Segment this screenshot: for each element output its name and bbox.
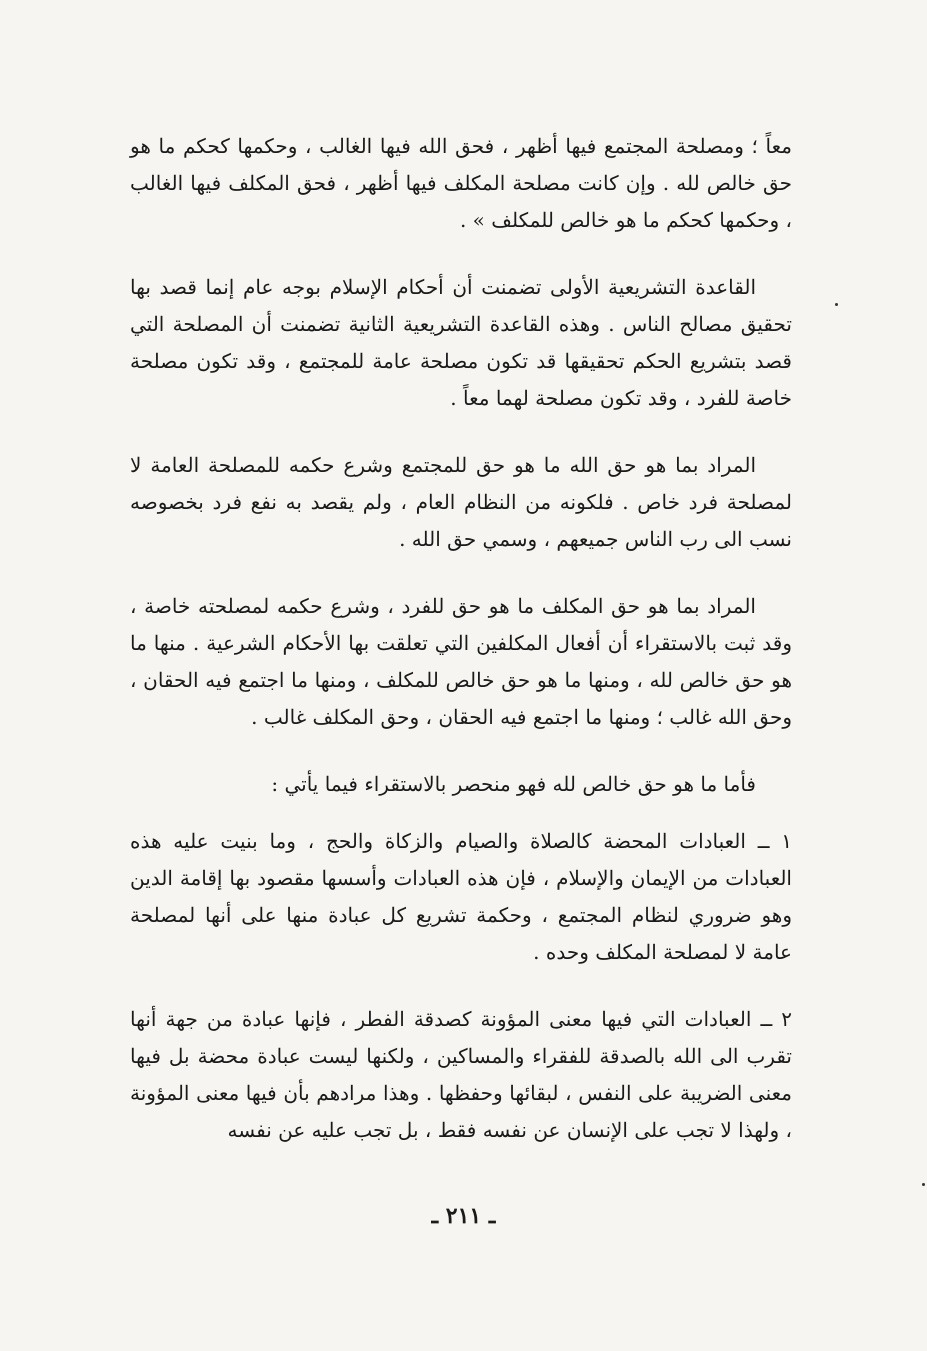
page-number: ـ ٢١١ ـ bbox=[431, 1203, 496, 1229]
paragraph-right-of-god: المراد بما هو حق الله ما هو حق للمجتمع وشرع حكمه للمصلحة العامة لا لمصلحة فرد خاص . فلكونه من النظام العام ، ولم يقصد به نفع فرد بخصوصه نسب الى رب الناس جميعهم ، وسمي حق الله . bbox=[130, 453, 792, 551]
scan-speck bbox=[922, 1183, 925, 1186]
list-item-1: ١ ــ العبادات المحضة كالصلاة والصيام والزكاة والحج ، وما بنيت عليه هذه العبادات من الإيمان والإسلام ، فإن هذه العبادات وأسسها مقصود بها إقامة الدين وهو ضروري لنظام المجتمع ، وحكمة تشريع كل عبادة منها على أنها لمصلحة عامة لا لمصلحة المكلف وحده . bbox=[130, 829, 792, 964]
body-text bbox=[130, 128, 792, 1179]
list-item-2: ٢ ــ العبادات التي فيها معنى المؤونة كصدقة الفطر ، فإنها عبادة من جهة أنها تقرب الى الله بالصدقة للفقراء والمساكين ، ولكنها ليست عبادة محضة بل فيها معنى الضريبة على النفس ، لبقائها وحفظها . وهذا مرادهم بأن فيها معنى المؤونة ، ولهذا لا تجب على الإنسان عن نفسه فقط ، بل تجب عليه عن نفسه bbox=[130, 1007, 792, 1142]
section-heading: فأما ما هو حق خالص لله فهو منحصر بالاستقراء فيما يأتي : bbox=[271, 772, 756, 796]
paragraph-right-of-individual: المراد بما هو حق المكلف ما هو حق للفرد ، وشرع حكمه لمصلحته خاصة ، وقد ثبت بالاستقراء أن أفعال المكلفين التي تعلقت بها الأحكام الشرعية . منها ما هو حق خالص لله ، ومنها ما هو حق خالص للمكلف ، ومنها ما اجتمع فيه الحقان ، وحق الله غالب ؛ ومنها ما اجتمع فيه الحقان ، وحق المكلف غالب . bbox=[130, 594, 792, 729]
paragraph-continuation: معاً ؛ ومصلحة المجتمع فيها أظهر ، فحق الله فيها الغالب ، وحكمها كحكم ما هو حق خالص لله . وإن كانت مصلحة المكلف فيها أظهر ، فحق المكلف فيها الغالب ، وحكمها كحكم ما هو خالص للمكلف » . bbox=[130, 134, 792, 232]
scan-speck bbox=[835, 303, 838, 306]
paragraph-first-rule: القاعدة التشريعية الأولى تضمنت أن أحكام الإسلام بوجه عام إنما قصد بها تحقيق مصالح الناس . وهذه القاعدة التشريعية الثانية تضمنت أن المصلحة التي قصد بتشريع الحكم تحقيقها قد تكون مصلحة عامة للمجتمع ، وقد تكون مصلحة خاصة للفرد ، وقد تكون مصلحة لهما معاً . bbox=[130, 275, 793, 410]
